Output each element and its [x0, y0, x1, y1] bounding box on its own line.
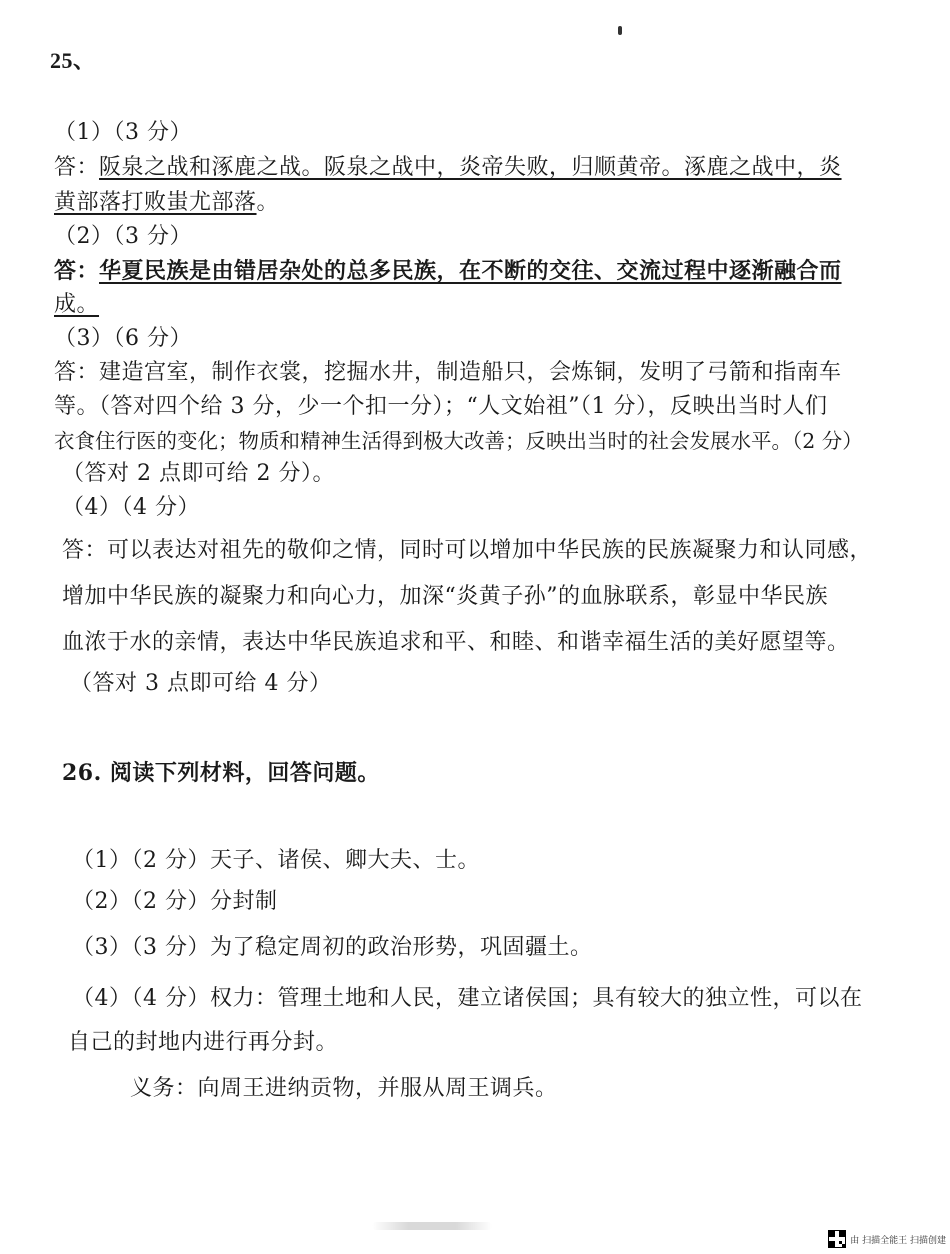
question-26-title: 26. 阅读下列材料，回答问题。 — [62, 760, 380, 786]
q25-part3-answer-line4: （答对 2 点即可给 2 分）。 — [62, 461, 335, 486]
question-25-number: 25、 — [50, 48, 96, 73]
q25-part4-answer-line2: 增加中华民族的凝聚力和向心力，加深“炎黄子孙”的血脉联系，彰显中华民族 — [62, 584, 828, 609]
q25-part3-answer-line2: 等。（答对四个给 3 分，少一个扣一分）；“人文始祖”（1 分），反映出当时人们 — [54, 394, 828, 419]
q25-part2-answer-line2 — [54, 292, 99, 318]
q25-part4-answer-line1: 答：可以表达对祖先的敬仰之情，同时可以增加中华民族的民族凝聚力和认同感， — [62, 538, 873, 563]
q25-part3-answer-line3: 衣食住行医的变化；物质和精神生活得到极大改善；反映出当时的社会发展水平。（2 分） — [54, 429, 863, 453]
q25-part1-underlined-text: 阪泉之战和涿鹿之战。阪泉之战中，炎帝失败，归顺黄帝。涿鹿之战中，炎 — [99, 155, 842, 180]
watermark-text: 由 扫描全能王 扫描创建 — [850, 1235, 946, 1246]
q25-part1-answer-line1 — [54, 155, 842, 181]
q25-part4-answer-line3: 血浓于水的亲情，表达中华民族追求和平、和睦、和谐幸福生活的美好愿望等。 — [62, 630, 850, 655]
q26-answer-1: （1）（2 分）天子、诸侯、卿大夫、士。 — [72, 848, 480, 873]
q26-answer-2: （2）（2 分）分封制 — [72, 889, 278, 914]
scanner-watermark — [828, 1230, 946, 1248]
scan-smudge — [372, 1222, 492, 1230]
scan-speck — [618, 26, 622, 35]
q26-answer-4-line3: 义务：向周王进纳贡物，并服从周王调兵。 — [130, 1076, 558, 1101]
q25-part3-header: （3）（6 分） — [54, 326, 192, 351]
period: 。 — [256, 190, 280, 215]
q25-part4-header: （4）（4 分） — [62, 495, 200, 520]
q25-part1-answer-line2 — [54, 190, 279, 216]
q25-part2-answer-line1 — [54, 258, 842, 284]
q25-part2-underlined-text-2: 成。 — [54, 292, 100, 317]
q25-part4-answer-line4: （答对 3 点即可给 4 分） — [70, 671, 332, 696]
q25-part1-header: （1）（3 分） — [54, 120, 192, 145]
q25-part3-answer-line1: 答：建造宫室，制作衣裳，挖掘水井，制造船只，会炼铜，发明了弓箭和指南车 — [54, 360, 842, 385]
q26-answer-4-line1: （4）（4 分）权力：管理土地和人民，建立诸侯国；具有较大的独立性，可以在 — [72, 986, 863, 1011]
answer-prefix: 答： — [54, 258, 100, 284]
q26-answer-4-line2: 自己的封地内进行再分封。 — [68, 1030, 339, 1055]
q26-answer-3: （3）（3 分）为了稳定周初的政治形势，巩固疆土。 — [72, 935, 593, 960]
q25-part1-underlined-text-2: 黄部落打败蚩尤部落 — [54, 190, 257, 215]
q25-part2-header: （2）（3 分） — [54, 224, 192, 249]
qr-code-icon — [828, 1230, 846, 1248]
answer-prefix: 答： — [54, 155, 100, 180]
q25-part2-underlined-text: 华夏民族是由错居杂处的总多民族，在不断的交往、交流过程中逐渐融合而 — [99, 258, 842, 284]
